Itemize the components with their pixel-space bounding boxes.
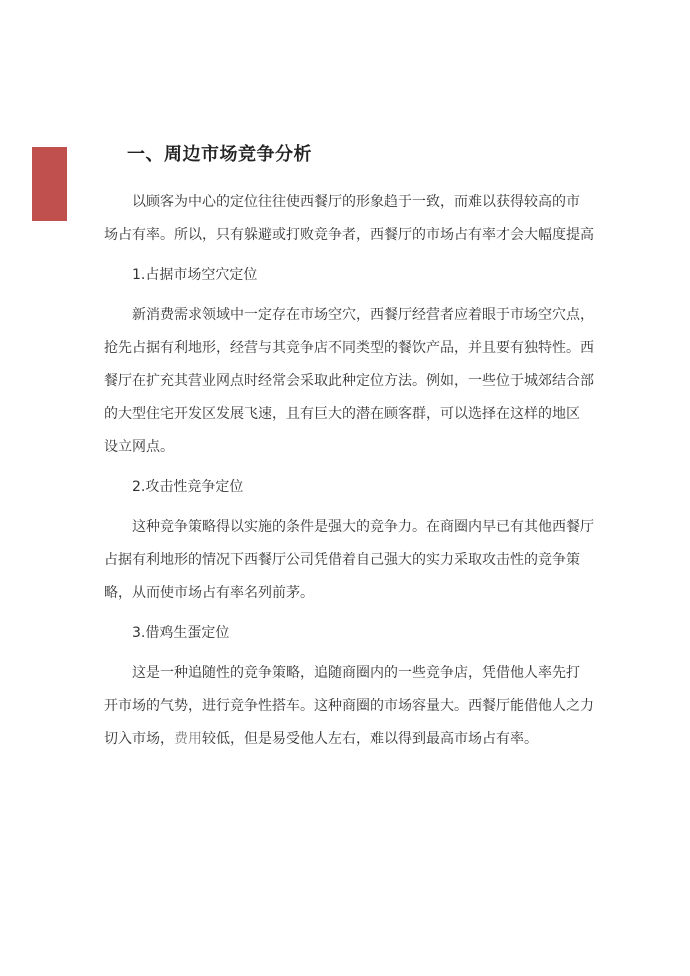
subsection-title-3: 3.借鸡生蛋定位 (132, 625, 230, 641)
accent-bar (32, 147, 67, 221)
intro-paragraph (104, 186, 594, 252)
text-line: 略，从而使市场占有率名列前茅。 (104, 585, 314, 601)
paragraph-2 (104, 511, 594, 610)
text-line: 设立网点。 (104, 439, 174, 455)
paragraph-3 (104, 657, 594, 756)
document-body (104, 186, 594, 756)
text-line: 这是一种追随性的竞争策略，追随商圈内的一些竞争店，凭借他人率先打 (132, 665, 580, 681)
subsection-title-1: 1.占据市场空穴定位 (132, 267, 258, 283)
paragraph-1 (104, 299, 594, 464)
highlighted-term: 费用 (174, 731, 202, 747)
section-heading: 一、周边市场竞争分析 (127, 144, 312, 165)
text-line (76, 723, 588, 756)
text-line: 抢先占据有利地形，经营与其竞争店不同类型的餐饮产品，并且要有独特性。西 (104, 340, 594, 356)
text-line: 这种竞争策略得以实施的条件是强大的竞争力。在商圈内早已有其他西餐厅 (132, 519, 594, 535)
text-line: 新消费需求领域中一定存在市场空穴，西餐厅经营者应着眼于市场空穴点， (132, 307, 594, 323)
text-line: 场占有率。所以，只有躲避或打败竞争者，西餐厅的市场占有率才会大幅度提高 (104, 227, 594, 243)
subsection-title-2: 2.攻击性竞争定位 (132, 479, 244, 495)
text-line: 开市场的气势，进行竞争性搭车。这种商圈的市场容量大。西餐厅能借他人之力 (104, 698, 594, 714)
text-line: 以顾客为中心的定位往往使西餐厅的形象趋于一致，而难以获得较高的市 (132, 194, 580, 210)
text-segment: 切入市场， (104, 731, 174, 747)
text-line: 占据有利地形的情况下西餐厅公司凭借着自己强大的实力采取攻击性的竞争策 (104, 552, 580, 568)
text-segment: 较低，但是易受他人左右，难以得到最高市场占有率。 (202, 731, 538, 747)
text-line: 餐厅在扩充其营业网点时经常会采取此种定位方法。例如，一些位于城郊结合部 (104, 373, 594, 389)
text-line: 的大型住宅开发区发展飞速，且有巨大的潜在顾客群，可以选择在这样的地区 (104, 406, 580, 422)
